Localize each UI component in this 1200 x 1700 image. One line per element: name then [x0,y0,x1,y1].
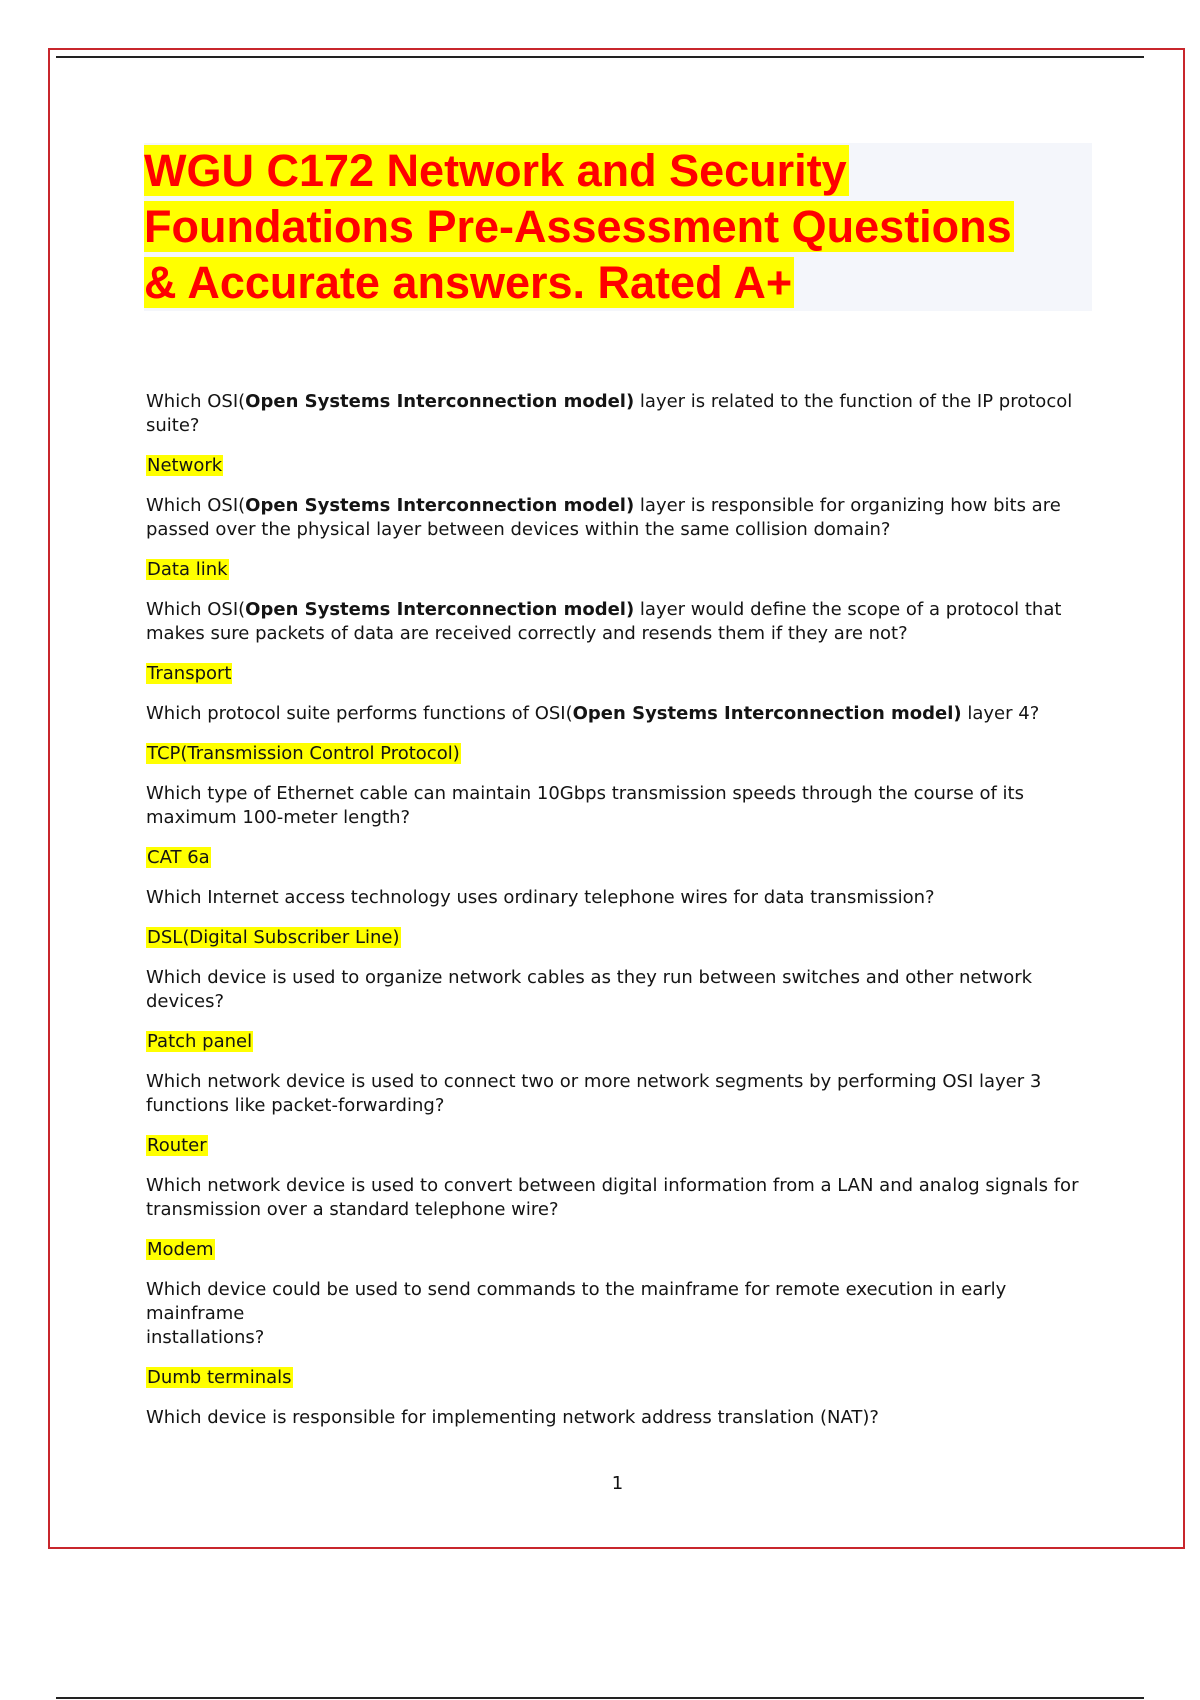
question-2: Which OSI(Open Systems Interconnection model) layer is responsible for organizing how bits are passed over the physical layer between devices within the same collision domain? [146,495,1061,540]
title-line-2: Foundations Pre-Assessment Questions [144,201,1012,252]
question-6: Which Internet access technology uses ordinary telephone wires for data transmission? [146,887,935,908]
document-title [144,143,1092,311]
answer-4: TCP(Transmission Control Protocol) [147,743,460,764]
question-9: Which network device is used to convert between digital information from a LAN and analog signals for transmission over a standard telephone wire? [146,1175,1079,1220]
question-1: Which OSI(Open Systems Interconnection model) layer is related to the function of the IP protocol suite? [146,391,1073,436]
answer-5: CAT 6a [147,847,210,868]
answer-10: Dumb terminals [147,1367,292,1388]
answer-6: DSL(Digital Subscriber Line) [147,927,400,948]
bottom-rule [56,1697,1144,1699]
question-7: Which device is used to organize network cables as they run between switches and other network devices? [146,967,1033,1012]
question-8: Which network device is used to connect two or more network segments by performing OSI layer 3 functions like packet-forwarding? [146,1071,1042,1116]
answer-2: Data link [147,559,228,580]
question-11: Which device is responsible for implementing network address translation (NAT)? [146,1407,879,1428]
question-10: Which device could be used to send commands to the mainframe for remote execution in early mainframe installations? [146,1279,1007,1348]
qa-list [146,390,1096,1446]
question-5: Which type of Ethernet cable can maintain 10Gbps transmission speeds through the course of its maximum 100-meter length? [146,783,1024,828]
answer-8: Router [147,1135,207,1156]
answer-7: Patch panel [147,1031,253,1052]
answer-3: Transport [147,663,232,684]
question-4: Which protocol suite performs functions of OSI(Open Systems Interconnection model) layer 4? [146,703,1040,724]
top-rule [56,56,1144,58]
answer-1: Network [147,455,223,476]
title-line-1: WGU C172 Network and Security [144,145,847,196]
answer-9: Modem [147,1239,214,1260]
question-3: Which OSI(Open Systems Interconnection model) layer would define the scope of a protocol that makes sure packets of data are received correctly and resends them if they are not? [146,599,1062,644]
page-number: 1 [611,1473,624,1494]
title-line-3: & Accurate answers. Rated A+ [144,257,793,308]
